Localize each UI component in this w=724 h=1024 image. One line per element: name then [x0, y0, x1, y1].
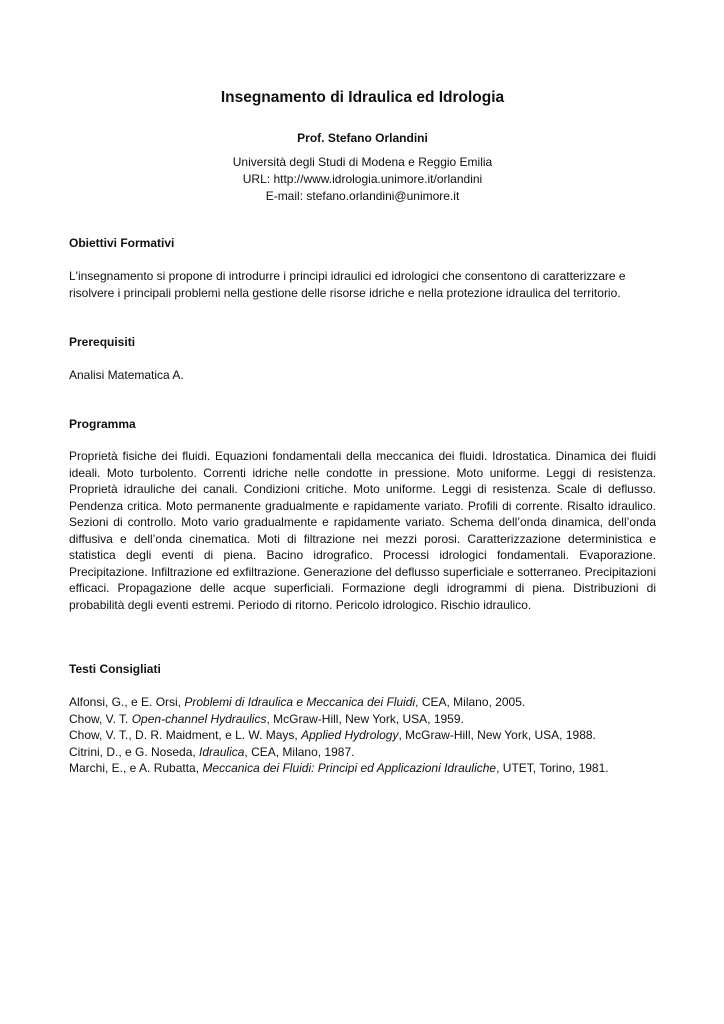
reference-publisher: , CEA, Milano, 1987. — [244, 744, 355, 759]
affiliation-block — [69, 154, 656, 205]
section-text-programma: Proprietà fisiche dei fluidi. Equazioni fondamentali della meccanica dei fluidi. Idrostatica. Dinamica dei fluidi ideali. Moto turbolento. Correnti idriche nelle condotte in pressione. Moto uniforme. Leggi di resistenza. Proprietà idrauliche dei canali. Condizioni critiche. Moto uniforme. Leggi di resistenza. Scale di deflusso. Pendenza critica. Moto permanente gradualmente e rapidamente variato. Profili di corrente. Risalto idraulico. Sezioni di controllo. Moto vario gradualmente e rapidamente variato. Schema dell’onda dinamica, dell’onda diffusiva e dell’onda cinematica. Moti di filtrazione nei mezzi porosi. Caratterizzazione deterministica e statistica degli eventi di piena. Bacino idrografico. Processi idrologici fondamentali. Evaporazione. Precipitazione. Infiltrazione ed exfiltrazione. Generazione del deflusso superficiale e sotterraneo. Precipitazioni efficaci. Propagazione delle acque superficiali. Formazione degli idrogrammi di piena. Distribuzioni di probabilità degli eventi estremi. Periodo di ritorno. Pericolo idrologico. Rischio idraulico. — [69, 449, 656, 612]
document-page — [69, 0, 656, 1024]
section-heading-prerequisiti: Prerequisiti — [69, 335, 136, 349]
reference-title: Open-channel Hydraulics — [131, 711, 267, 726]
author-name: Prof. Stefano Orlandini — [297, 131, 428, 145]
reference-list — [69, 694, 656, 777]
reference-authors: Alfonsi, G., e E. Orsi, — [69, 695, 185, 709]
url-line: URL: http://www.idrologia.unimore.it/orlandini — [242, 172, 483, 186]
section-heading-programma: Programma — [69, 417, 136, 431]
reference-title: Problemi di Idraulica e Meccanica dei Fluidi — [184, 695, 416, 709]
reference-title: Meccanica dei Fluidi: Principi ed Applicazioni Idrauliche — [202, 761, 497, 775]
section-text-obiettivi: L'insegnamento si propone di introdurre i principi idraulici ed idrologici che consentono di caratterizzare e risolvere i principali problemi nella gestione delle risorse idriche e nella protezione idraulica del territorio. — [69, 269, 626, 300]
reference-publisher: , McGraw-Hill, New York, USA, 1959. — [266, 711, 464, 726]
reference-title: Applied Hydrology — [301, 728, 399, 742]
email-line: E-mail: stefano.orlandini@unimore.it — [265, 189, 460, 203]
university-line: Università degli Studi di Modena e Reggio Emilia — [232, 155, 493, 169]
section-heading-testi: Testi Consigliati — [69, 662, 161, 676]
reference-authors: Chow, V. T. — [69, 711, 132, 726]
reference-item — [69, 727, 656, 744]
reference-publisher: , CEA, Milano, 2005. — [415, 695, 526, 709]
reference-item — [69, 711, 656, 728]
reference-item — [69, 744, 656, 761]
reference-publisher: , UTET, Torino, 1981. — [496, 761, 609, 775]
section-text-prerequisiti: Analisi Matematica A. — [69, 368, 184, 382]
reference-publisher: , McGraw-Hill, New York, USA, 1988. — [398, 728, 596, 742]
reference-authors: Marchi, E., e A. Rubatta, — [69, 761, 203, 775]
document-title: Insegnamento di Idraulica ed Idrologia — [220, 89, 505, 106]
reference-authors: Citrini, D., e G. Noseda, — [69, 744, 200, 759]
section-heading-obiettivi: Obiettivi Formativi — [69, 236, 175, 250]
reference-item — [69, 694, 656, 711]
reference-title: Idraulica — [199, 744, 245, 759]
reference-item — [69, 760, 656, 777]
reference-authors: Chow, V. T., D. R. Maidment, e L. W. Mays, — [69, 728, 302, 742]
